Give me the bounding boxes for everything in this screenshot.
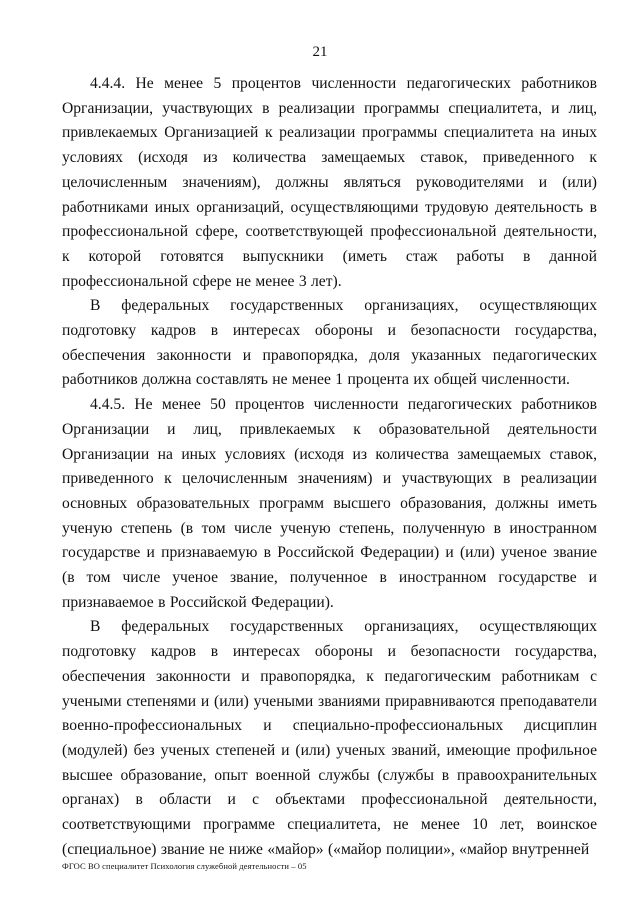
paragraph-4-4-4: 4.4.4. Не менее 5 процентов численности педагогических работников Организации, участвующих в реализации программы специалитета, и лиц, привлекаемых Организацией к реализации программы специалитета на иных условиях (исходя из количества замещаемых ставок, приведенного к целочисленным значениям), должны являться руководителями и (или) работниками иных организаций, осуществляющими трудовую деятельность в профессиональной сфере, соответствующей профессиональной деятельности, к которой готовятся выпускники (иметь стаж работы в данной профессиональной сфере не менее 3 лет).	[62, 75, 597, 290]
paragraph-federal-orgs-share: В федеральных государственных организациях, осуществляющих подготовку кадров в интересах обороны и безопасности государства, обеспечения законности и правопорядка, доля указанных педагогических работников должна составлять не менее 1 процента их общей численности.	[62, 297, 597, 389]
document-body	[62, 72, 597, 863]
footer-document-label: ФГОС ВО специалитет Психология служебной деятельности – 05	[62, 861, 307, 871]
page-number: 21	[312, 44, 328, 60]
paragraph-4-4-5: 4.4.5. Не менее 50 процентов численности педагогических работников Организации и лиц, привлекаемых к образовательной деятельности Организации на иных условиях (исходя из количества замещаемых ставок, приведенного к целочисленным значениям) и участвующих в реализации основных образовательных программ высшего образования, должны иметь ученую степень (в том числе ученую степень, полученную в иностранном государстве и признаваемую в Российской Федерации) и (или) ученое звание (в том числе ученое звание, полученное в иностранном государстве и признаваемое в Российской Федерации).	[62, 396, 597, 611]
paragraph-federal-orgs-equivalence: В федеральных государственных организациях, осуществляющих подготовку кадров в интересах обороны и безопасности государства, обеспечения законности и правопорядка, к педагогическим работникам с учеными степенями и (или) учеными званиями приравниваются преподаватели военно-профессиональных и специально-профессиональных дисциплин (модулей) без ученых степеней и (или) ученых званий, имеющие профильное высшее образование, опыт военной службы (службы в правоохранительных органах) в области и с объектами профессиональной деятельности, соответствующими программе специалитета, не менее 10 лет, воинское (специальное) звание не ниже «майор» («майор полиции», «майор внутренней	[62, 618, 597, 858]
